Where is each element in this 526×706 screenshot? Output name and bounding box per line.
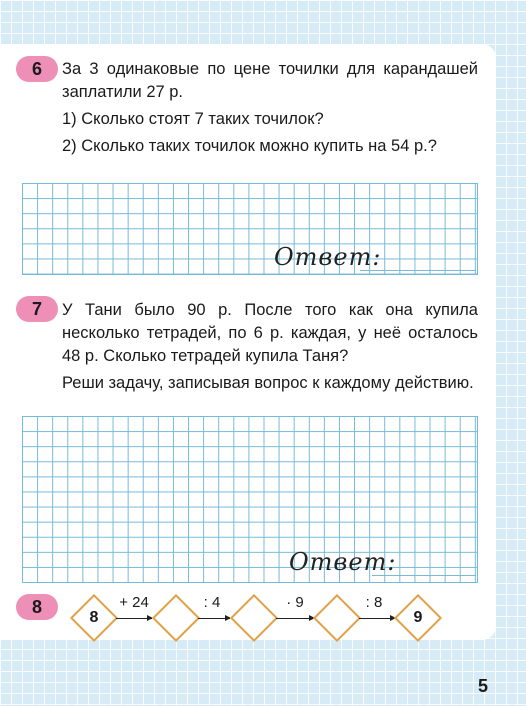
task-6-answer-grid[interactable] <box>22 183 478 275</box>
task-7-answer-grid[interactable] <box>22 416 478 583</box>
task-6-question-2: 2) Сколько таких точилок можно купить на 54 р.? <box>62 137 437 155</box>
task-7-instruction: Реши задачу, записывая вопрос к каждому действию. <box>62 374 474 392</box>
task-6-answer-label: Ответ: <box>274 243 382 271</box>
chain-arrow-3 <box>276 618 314 619</box>
chain-start-value: 8 <box>89 609 99 626</box>
task-6-answer-line[interactable] <box>360 270 476 271</box>
chain-arrow-4 <box>359 618 395 619</box>
chain-operation-1: + 24 <box>119 594 149 611</box>
chain-operation-2: : 4 <box>203 594 221 611</box>
task-7-condition: У Тани было 90 р. После того как она купила несколько тетрадей, по 6 р. каждая, у неё осталось 48 р. Сколько тетрадей купила Таня? <box>62 301 478 365</box>
task-6-condition: За 3 одинаковые по цене точилки для карандашей заплатили 27 р. <box>62 60 478 101</box>
task-6-badge: 6 <box>16 56 58 82</box>
chain-operation-3: · 9 <box>286 594 304 611</box>
task-6-question-1: 1) Сколько стоят 7 таких точилок? <box>62 110 324 128</box>
page-number: 5 <box>478 676 489 696</box>
chain-end-value: 9 <box>413 609 423 626</box>
chain-operation-4: : 8 <box>365 594 383 611</box>
task-7-answer-label: Ответ: <box>289 548 397 576</box>
task-7-answer-line[interactable] <box>372 575 476 576</box>
task-8-badge: 8 <box>16 594 58 620</box>
task-7-badge: 7 <box>16 296 58 322</box>
task-6-text <box>62 58 478 158</box>
task-7-text <box>62 299 478 395</box>
chain-arrow-2 <box>198 618 230 619</box>
chain-arrow-1 <box>116 618 152 619</box>
